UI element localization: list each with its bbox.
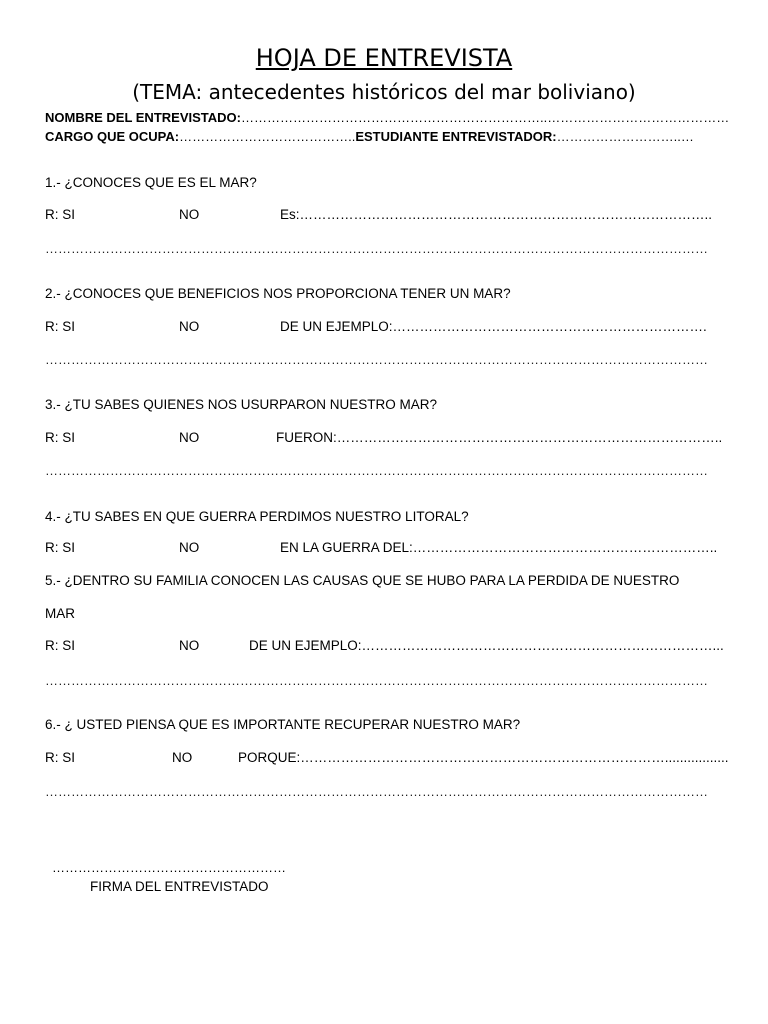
question-2-no: NO <box>179 319 200 334</box>
question-1-si: R: SI <box>45 207 76 222</box>
question-3-fill-line: ……………………………………………………………………………………………………………………………………… <box>45 463 708 478</box>
question-3-no: NO <box>179 430 200 445</box>
question-2-fill-line: ……………………………………………………………………………………………………………………………………… <box>45 352 708 367</box>
estudiante-label: ESTUDIANTE ENTREVISTADOR: <box>355 129 557 144</box>
question-4-follow: EN LA GUERRA DEL:………………………………………………………….. <box>280 540 718 555</box>
question-6-no: NO <box>172 750 193 765</box>
question-5-fill-line: ……………………………………………………………………………………………………………………………………… <box>45 673 708 688</box>
question-1-text: 1.- ¿CONOCES QUE ES EL MAR? <box>45 175 257 190</box>
question-1-follow: Es:……………………………………………………………………………….. <box>280 207 713 222</box>
question-5-no: NO <box>179 638 200 653</box>
nombre-label: NOMBRE DEL ENTREVISTADO: <box>45 110 241 125</box>
question-6-si: R: SI <box>45 750 76 765</box>
signature-label: FIRMA DEL ENTREVISTADO <box>90 879 269 894</box>
page-subtitle: (TEMA: antecedentes históricos del mar boliviano) <box>132 80 636 104</box>
estudiante-dots: ………………………..… <box>556 129 694 144</box>
question-3-follow: FUERON:………………………………………………………………………….. <box>276 430 723 445</box>
question-1-no: NO <box>179 207 200 222</box>
question-2-follow: DE UN EJEMPLO:……………………………………………………………. <box>280 319 707 334</box>
nombre-field <box>45 110 730 125</box>
question-5-text: 5.- ¿DENTRO SU FAMILIA CONOCEN LAS CAUSAS QUE SE HUBO PARA LA PERDIDA DE NUESTRO <box>45 573 680 588</box>
question-4-no: NO <box>179 540 200 555</box>
question-3-si: R: SI <box>45 430 76 445</box>
page-title: HOJA DE ENTREVISTA <box>255 44 513 72</box>
question-1-fill-line: ……………………………………………………………………………………………………………………………………… <box>45 241 708 256</box>
question-6-text: 6.- ¿ USTED PIENSA QUE ES IMPORTANTE RECUPERAR NUESTRO MAR? <box>45 717 521 732</box>
nombre-dots: ……………………………………………………………..…………………………………… <box>240 110 730 125</box>
question-6-fill-line: ……………………………………………………………………………………………………………………………………… <box>45 784 708 799</box>
question-4-text: 4.- ¿TU SABES EN QUE GUERRA PERDIMOS NUESTRO LITORAL? <box>45 509 469 524</box>
question-3-text: 3.- ¿TU SABES QUIENES NOS USURPARON NUESTRO MAR? <box>45 397 438 412</box>
cargo-dots: ………………………………….. <box>179 129 356 144</box>
question-2-si: R: SI <box>45 319 76 334</box>
question-5-follow: DE UN EJEMPLO:……………………………………………………………………... <box>249 638 724 653</box>
question-6-follow: PORQUE:………………………………………………………………………................. <box>238 750 729 765</box>
question-4-si: R: SI <box>45 540 76 555</box>
cargo-label: CARGO QUE OCUPA: <box>45 129 180 144</box>
signature-line: ……………………………………………… <box>52 860 286 875</box>
question-5-text-continued: MAR <box>45 606 75 621</box>
cargo-field <box>45 129 721 144</box>
question-2-text: 2.- ¿CONOCES QUE BENEFICIOS NOS PROPORCIONA TENER UN MAR? <box>45 286 511 301</box>
question-5-si: R: SI <box>45 638 76 653</box>
